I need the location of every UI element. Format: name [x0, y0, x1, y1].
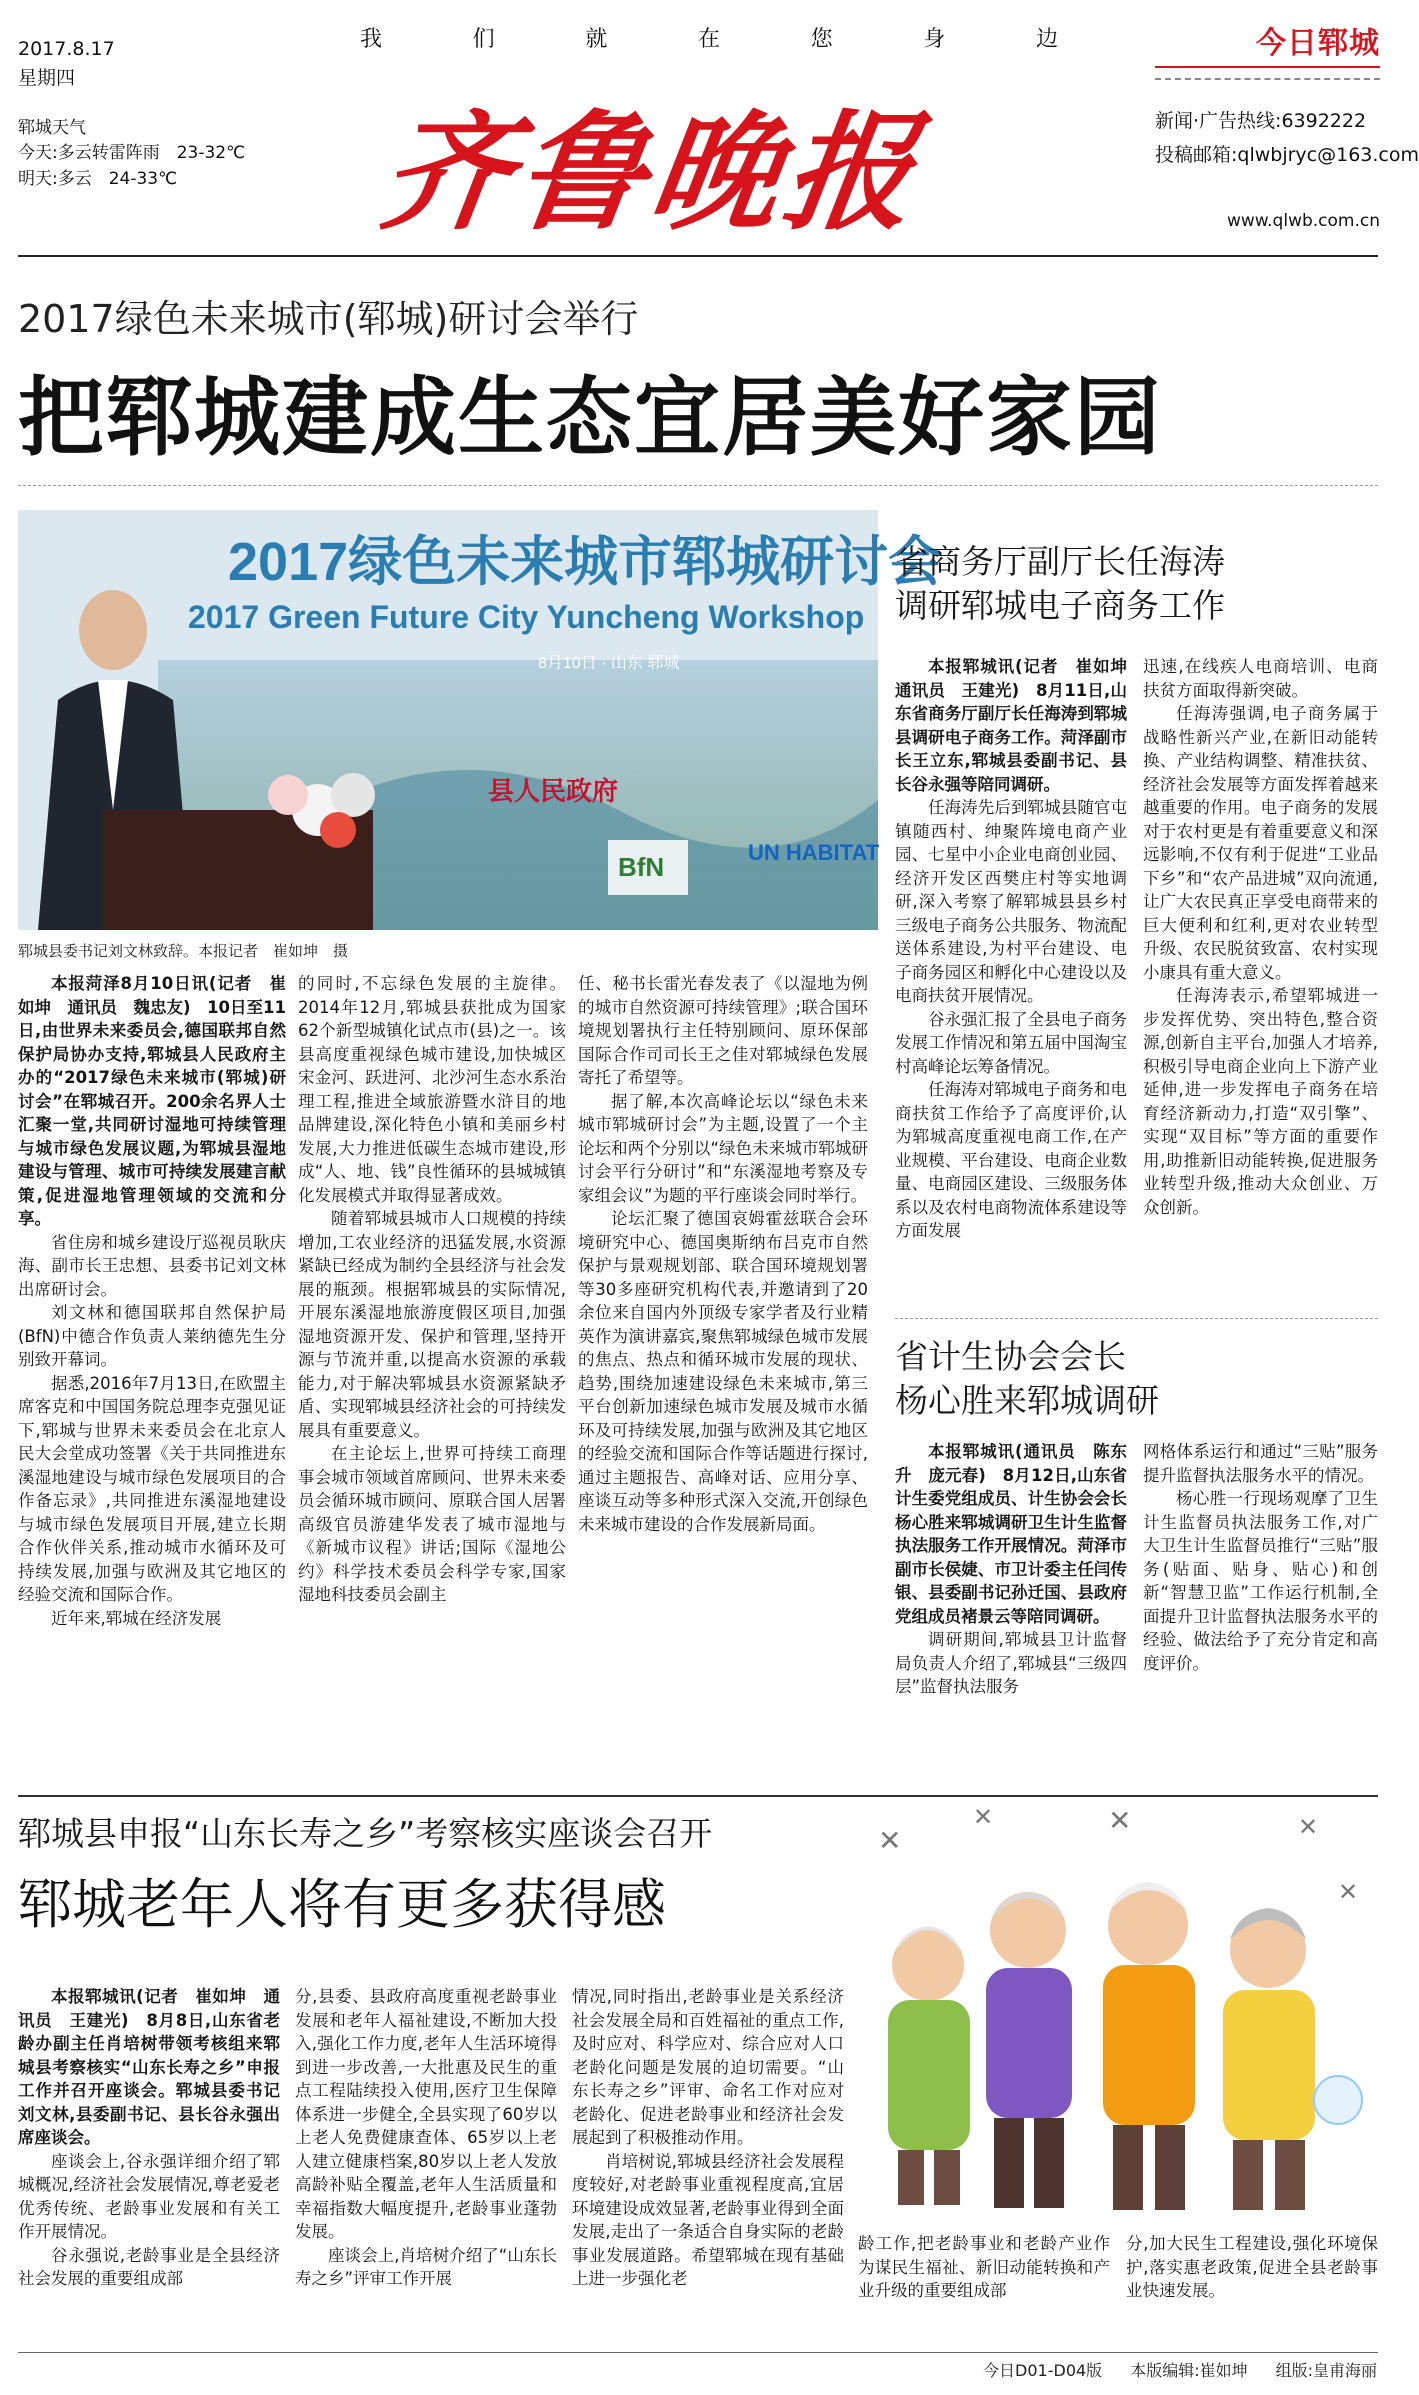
paragraph: 本报郓城讯(记者 崔如坤 通讯员 王建光) 8月8日,山东省老龄办副主任肖培树带领考核组来郓城县考察核实“山东长寿之乡”申报工作并召开座谈会。郓城县委书记刘文林,县委副书记、县长谷永强出席座谈会。: [18, 1987, 280, 2147]
footer: [983, 2358, 1377, 2381]
elderly-illustration: [858, 1800, 1378, 2230]
paragraph: 本报菏泽8月10日讯(记者 崔如坤 通讯员 魏忠友) 10日至11日,由世界未来委员会,德国联邦自然保护局协办支持,郓城县人民政府主办的“2017绿色未来城市(郓城)研讨会”在郓城召开。200余名界人士汇聚一堂,共同研讨湿地可持续管理与城市绿色发展议题,为郓城县湿地建设与管理、城市可持续发展建言献策,促进湿地管理领域的交流和分享。: [18, 974, 286, 1228]
paragraph: 本报郓城讯(记者 崔如坤 通讯员 王建光) 8月11日,山东省商务厅副厅长任海涛到郓城县调研电子商务工作。菏泽副市长王立东,郓城县委副书记、县长谷永强等陪同调研。: [895, 657, 1144, 794]
bottom-subtitle: 郓城县申报“山东长寿之乡”考察核实座谈会召开: [18, 1814, 713, 1853]
side1-column-1: [895, 655, 1144, 1300]
paragraph: 任海涛对郓城电子商务和电商扶贫工作给予了高度评价,认为郓城高度重视电商工作,在产业规模、平台建设、电商企业数量、电商园区建设、三级服务体系以及农村电商物流体系建设等方面发展: [895, 1080, 1127, 1240]
title-line: 调研郓城电子商务工作: [895, 586, 1225, 625]
lead-column-1: [18, 972, 286, 1792]
side2-title: [895, 1335, 1159, 1423]
paragraph: 任、秘书长雷光春发表了《以湿地为例的城市自然资源可持续管理》;联合国环境规划署执行主任特别顾问、原环保部国际合作司司长王之佳对郓城绿色发展寄托了希望等。: [578, 974, 868, 1087]
paragraph: 任海涛强调,电子商务属于战略性新兴产业,在新旧动能转换、产业结构调整、精准扶贫、经济社会发展等方面发挥着越来越重要的作用。电子商务的发展对于农村更是有着重要意义和深远影响,不仅有利于促进“工业品下乡”和“农产品进城”双向流通,让广大农民真正享受电商带来的巨大便利和红利,更对农业转型升级、农民脱贫致富、农村实现小康具有重大意义。: [1143, 704, 1378, 982]
elder-3: [1103, 1882, 1195, 2210]
paragraph: 省住房和城乡建设厅巡视员耿庆海、副市长王忠想、县委书记刘文林出席研讨会。: [18, 1232, 286, 1299]
lead-headline: 把郓城建成生态宜居美好家园: [18, 368, 1162, 468]
paragraph: 论坛汇聚了德国哀姆霍兹联合会环境研究中心、德国奥斯纳布吕克市自然保护与景观规划部、联合国环境规划署等30多座研究机构代表,并邀请到了20余位来自国内外顶级专家学者及行业精英作为演讲嘉宾,聚焦郓城绿色城市发展的焦点、热点和循环城市发展的现状、趋势,围绕加速建设绿色未来城市,第三平台创新加速绿色城市发展及城市水循环及可持续发展,加强与欧洲及其它地区的经验交流和国际合作等话题进行探讨,通过主题报告、高峰对话、应用分享、座谈互动等多种形式深入交流,开创绿色未来城市建设的合作发展新局面。: [578, 1209, 868, 1534]
svg-text:✕: ✕: [973, 1803, 994, 1831]
banner-date: 8月10日 · 山东 郓城: [538, 655, 680, 672]
paragraph: 的同时,不忘绿色发展的主旋律。2014年12月,郓城县获批成为国家62个新型城镇化试点市(县)之一。该县高度重视绿色城市建设,加快城区宋金河、跃进河、北沙河生态水系治理工程,推进全域旅游暨水浒目的地品牌建设,深化特色小镇和美丽乡村发展,大力推进低碳生态城市建设,形成“人、地、钱”良性循环的县城城镇化发展模式并取得显著成效。: [298, 974, 566, 1205]
paragraph: 据了解,本次高峰论坛以“绿色未来城市郓城研讨会”为主题,设置了一个主论坛和两个分别以“绿色未来城市郓城研讨会平行分研讨”和“东溪湿地考察及专家组会议”为题的平行座谈会同时举行。: [578, 1091, 868, 1205]
slogan-char: 身: [923, 27, 948, 52]
bottom-column-2: [295, 1985, 557, 2345]
bottom-headline: 郓城老年人将有更多获得感: [18, 1873, 666, 1936]
masthead-right: [1155, 18, 1419, 231]
slogan: [360, 22, 1060, 53]
paragraph: 网格体系运行和通过“三贴”服务提升监督执法服务水平的情况。: [1143, 1442, 1378, 1485]
paragraph: 迅速,在线疾人电商培训、电商扶贫方面取得新突破。: [1143, 657, 1378, 700]
title-line: 杨心胜来郓城调研: [895, 1381, 1159, 1420]
edition-brand: 今日郓城: [1155, 18, 1380, 68]
paragraph: 本报郓城讯(通讯员 陈东升 庞元春) 8月12日,山东省计生委党组成员、计生协会会长杨心胜来郓城调研卫生计生监督执法服务工作开展情况。菏泽市副市长侯婕、市卫计委主任闫传银、县委副书记孙迁国、县政府党组成员褚景云等陪同调研。: [895, 1442, 1127, 1626]
masthead-left: [18, 35, 245, 192]
bottom-column-3: [572, 1985, 844, 2345]
paragraph: 肖培树说,郓城县经济社会发展程度较好,对老龄事业重视程度高,宜居环境建设成效显著,老龄事业得到全面发展,走出了一条适合自身实际的老龄事业发展道路。希望郓城在现有基础上进一步强化老: [572, 2151, 844, 2288]
svg-text:✕: ✕: [1108, 1804, 1132, 1837]
lead-column-2: [298, 972, 566, 1792]
page-range: 今日D01-D04版: [983, 2361, 1103, 2380]
un-logo: UN HABITAT: [748, 840, 880, 865]
paragraph: 据悉,2016年7月13日,在欧盟主席客克和中国国务院总理李克强见证下,郓城与世界未来委员会在北京人民大会堂成功签署《关于共同推进东溪湿地建设与城市绿色发展项目的合作备忘录》,共同推进东溪湿地建设与城市绿色发展项目开展,建立长期合作伙伴关系,推动城市水循环及可持续发展,加强与欧洲及其它地区的经验交流和国际合作。: [18, 1373, 286, 1604]
issue-date: 2017.8.17: [18, 38, 115, 60]
lead-photo: [18, 510, 943, 930]
weather-box: [18, 116, 245, 193]
paragraph: 谷永强汇报了全县电子商务发展工作情况和第五届中国淘宝村高峰论坛筹备情况。: [895, 1009, 1127, 1076]
side1-column-2: [1143, 655, 1378, 1300]
banner-cn: 2017绿色未来城市郓城研讨会: [228, 532, 943, 592]
slogan-char: 就: [585, 27, 610, 52]
slogan-char: 们: [472, 27, 497, 52]
side2-column-1: [895, 1440, 1127, 1785]
svg-text:✕: ✕: [1338, 1878, 1359, 1906]
elder-4: [1223, 1908, 1362, 2210]
divider: [895, 1318, 1378, 1319]
paragraph: 谷永强说,老龄事业是全县经济社会发展的重要组成部: [18, 2245, 280, 2288]
elder-2: [986, 1892, 1072, 2208]
paragraph: 近年来,郓城在经济发展: [51, 1608, 222, 1628]
newspaper-logo: 齐鲁晚报: [372, 98, 931, 248]
elder-1: [888, 1926, 970, 2205]
paragraph: 座谈会上,谷永强详细介绍了郓城概况,经济社会发展情况,尊老爱老优秀传统、老龄事业发展和有关工作开展情况。: [18, 2151, 280, 2241]
speaker-head: [79, 590, 147, 670]
masthead-rule: [18, 255, 1378, 257]
paragraph: 杨心胜一行现场观摩了卫生计生监督员执法服务工作,对广大卫生计生监督员推行“三贴”服务(贴面、贴身、贴心)和创新“智慧卫监”工作运行机制,全面提升卫计监督执法服务水平的经验、做法给予了充分肯定和高度评价。: [1143, 1489, 1378, 1673]
divider: [18, 485, 1378, 486]
bottom-column-4: [858, 2232, 1110, 2347]
paragraph: 随着郓城县城市人口规模的持续增加,工农业经济的迅猛发展,水资源紧缺已经成为制约全县经济与社会发展的瓶颈。根据郓城县的实际情况,开展东溪湿地旅游度假区项目,加强湿地资源开发、保护和管理,坚持开源与节流并重,以提高水资源的承载能力,对于解决郓城县水资源紧缺矛盾、实现郓城县经济社会的可持续发展具有重要意义。: [298, 1209, 566, 1440]
elderly-group-drawing: [858, 1800, 1378, 2230]
paragraph: 在主论坛上,世界可持续工商理事会城市领域首席顾问、世界未来委员会循环城市顾问、原联合国人居署高级官员游建华发表了城市湿地与《新城市议程》讲话;国际《湿地公约》科学技术委员会科学专家,国家湿地科技委员会副主: [298, 1444, 566, 1604]
paragraph: 情况,同时指出,老龄事业是关系经济社会发展全局和百姓福祉的重点工作,及时应对、科学应对、综合应对人口老龄化问题是发展的迫切需要。“山东长寿之乡”评审、命名工作对应对老龄化、促进老龄事业和经济社会发展起到了积极推动作用。: [572, 1987, 844, 2147]
section-rule: [18, 1795, 1378, 1797]
slogan-char: 在: [697, 27, 722, 52]
contact-email: 投稿邮箱:qlwbjryc@163.com: [1155, 144, 1419, 167]
layout-credit: 组版:皇甫海丽: [1275, 2361, 1377, 2380]
slogan-char: 边: [1035, 27, 1060, 52]
svg-text:✕: ✕: [1298, 1813, 1319, 1841]
editor-credit: 本版编辑:崔如坤: [1130, 2361, 1248, 2380]
podium-sign: 县人民政府: [488, 776, 619, 806]
footer-rule: [18, 2352, 1378, 2353]
title-line: 省商务厅副厅长任海涛: [895, 542, 1225, 581]
hotline: 新闻·广告热线:6392222: [1155, 110, 1367, 132]
lead-column-3: [578, 972, 868, 1792]
issue-weekday: 星期四: [18, 67, 76, 90]
photo-illustration: [18, 510, 943, 930]
bottom-column-1: [18, 1985, 280, 2345]
svg-text:✕: ✕: [878, 1824, 902, 1857]
weather-tomorrow: 明天:多云 24-33℃: [18, 168, 178, 189]
side2-column-2: [1143, 1440, 1378, 1785]
paragraph: 刘文林和德国联邦自然保护局(BfN)中德合作负责人莱纳德先生分别致开幕词。: [18, 1303, 286, 1369]
lead-subtitle: 2017绿色未来城市(郓城)研讨会举行: [18, 297, 639, 341]
title-line: 省计生协会会长: [895, 1337, 1126, 1376]
bfn-logo: BfN: [618, 852, 665, 882]
side1-title: [895, 540, 1225, 628]
slogan-char: 我: [360, 27, 385, 52]
weather-today: 今天:多云转雷阵雨 23-32℃: [18, 143, 246, 164]
bottom-column-5: [1126, 2232, 1378, 2347]
website: www.qlwb.com.cn: [1227, 210, 1380, 231]
paragraph: 分,县委、县政府高度重视老龄事业发展和老年人福祉建设,不断加大投入,强化工作力度,老年人生活环境得到进一步改善,一大批惠及民生的重点工程陆续投入使用,医疗卫生保障体系进一步健全,全县实现了60岁以上老人免费健康查体、65岁以上老人建立健康档案,80岁以上老人发放高龄补贴全覆盖,老年人生活质量和幸福指数大幅度提升,老龄事业蓬勃发展。: [295, 1987, 557, 2241]
paragraph: 座谈会上,肖培树介绍了“山东长寿之乡”评审工作开展: [295, 2245, 557, 2288]
weather-label: 郓城天气: [18, 117, 86, 138]
dashed-divider: [1155, 78, 1380, 80]
paragraph: 任海涛先后到郓城县随官屯镇随西村、绅聚阵境电商产业园、七星中小企业电商创业园、经济开发区西樊庄村等实地调研,深入考察了解郓城县县乡村三级电子商务公共服务、物流配送体系建设,为村平台建设、电子商务园区和孵化中心建设以及电商扶贫开展情况。: [895, 798, 1127, 1005]
photo-caption: 郓城县委书记刘文林致辞。本报记者 崔如坤 摄: [18, 942, 349, 960]
slogan-char: 您: [810, 27, 835, 52]
paragraph: 调研期间,郓城县卫计监督局负责人介绍了,郓城县“三级四层”监督执法服务: [895, 1630, 1127, 1696]
paragraph: 任海涛表示,希望郓城进一步发挥优势、突出特色,整合资源,创新自主平台,加强人才培养,积极引导电商企业向上下游产业延伸,进一步发挥电子商务在培育经济新动力,打造“双引擎”、实现“双目标”等方面的重要作用,助推新旧动能转换,促进服务业转型升级,推动大众创业、万众创新。: [1143, 986, 1378, 1217]
banner-en: 2017 Green Future City Yuncheng Workshop: [188, 599, 865, 635]
paragraph: 分,加大民生工程建设,强化环境保护,落实惠老政策,促进全县老龄事业快速发展。: [1126, 2234, 1378, 2300]
paragraph: 龄工作,把老龄事业和老龄产业作为谋民生福祉、新旧动能转换和产业升级的重要组成部: [858, 2234, 1110, 2300]
